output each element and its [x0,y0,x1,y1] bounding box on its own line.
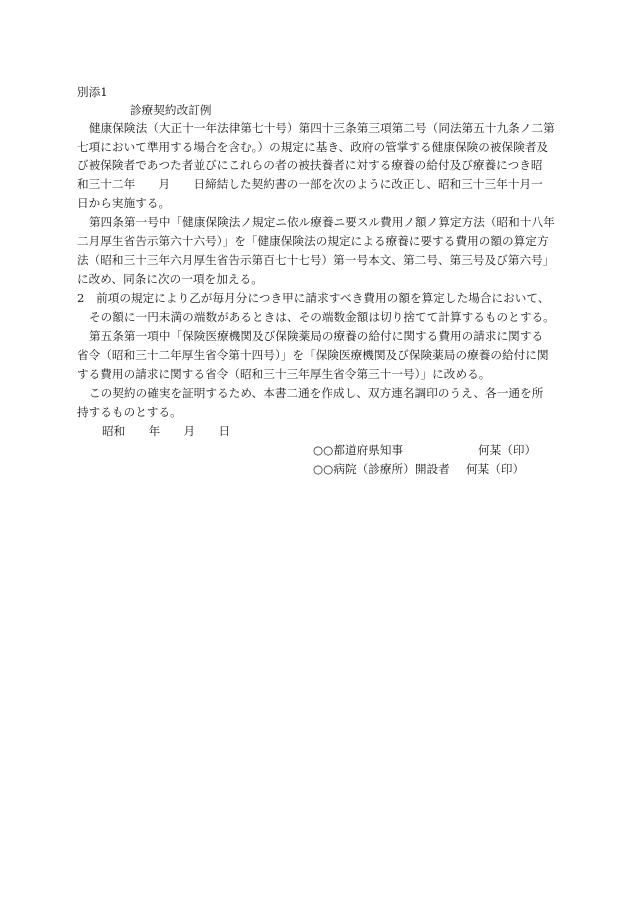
paragraph-line: 第四条第一号中「健康保険法ノ規定ニ依ル療養ニ要スル費用ノ額ノ算定方法（昭和十八年 [89,215,555,229]
paragraph-line: び被保険者であつた者並びにこれらの者の被扶養者に対する療養の給付及び療養につき昭 [77,158,543,172]
paragraph-line: 二月厚生省告示第六十六号）」を「健康保険法の規定による療養に要する費用の額の算定方 [77,234,549,248]
paragraph-line: 第五条第一項中「保険医療機関及び保険薬局の療養の給付に関する費用の請求に関する [89,329,544,343]
signatory-1-title: ○○都道府県知事 [313,443,404,457]
attachment-label: 別添1 [77,85,108,99]
clause-line: 2 前項の規定により乙が毎月分につき甲に請求すべき費用の額を算定した場合において、 [77,291,550,305]
signing-date: 昭和 年 月 日 [102,424,231,438]
clause-line: その額に一円未満の端数があるときは、その端数金額は切り捨てて計算するものとする。 [89,310,555,324]
paragraph-line: 和三十二年 月 日締結した契約書の一部を次のように改正し、昭和三十三年十月一 [77,177,543,191]
signatory-2-name: 何某（印） [466,462,525,476]
paragraph-line: 健康保険法（大正十一年法律第七十号）第四十三条第三項第二号（同法第五十九条ノ二第 [89,121,555,135]
document-title: 診療契約改訂例 [130,103,212,117]
paragraph-line: 持するものとする。 [77,405,182,419]
signatory-1-name: 何某（印） [478,443,537,457]
paragraph-line: 法（昭和三十三年六月厚生省告示第百七十七号）第一号本文、第二号、第三号及び第六号」 [77,253,555,267]
paragraph-line: 省令（昭和三十二年厚生省令第十四号）」を「保険医療機関及び保険薬局の療養の給付に関 [77,348,549,362]
signatory-2-title: ○○病院（診療所）開設者 [313,462,450,476]
paragraph-line: この契約の確実を証明するため、本書二通を作成し、双方連名調印のうえ、各一通を所 [89,386,544,400]
paragraph-line: 七項において準用する場合を含む。）の規定に基き、政府の管掌する健康保険の被保険者及 [77,140,549,154]
paragraph-line: する費用の請求に関する省令（昭和三十三年厚生省令第三十一号）」に改める。 [77,367,491,381]
paragraph-line: 日から実施する。 [77,196,171,210]
paragraph-line: に改め、同条に次の一項を加える。 [77,272,263,286]
